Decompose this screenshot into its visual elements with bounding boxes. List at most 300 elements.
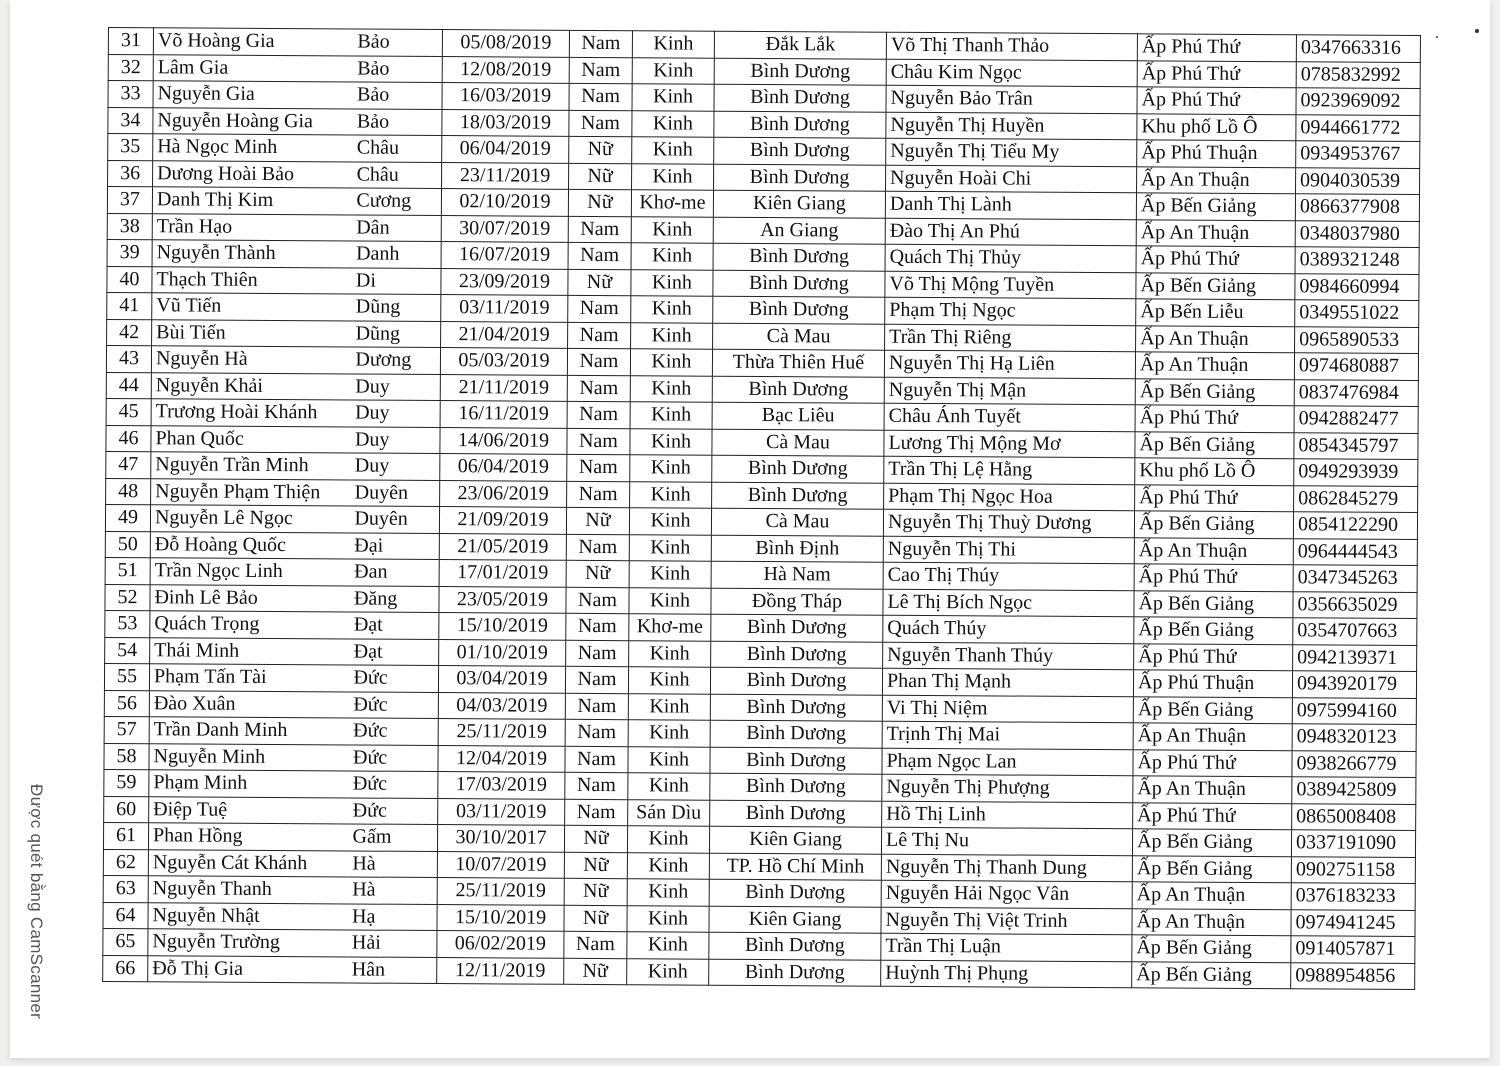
birth-date-cell: 03/04/2019 (438, 666, 565, 693)
ethnicity-cell: Kinh (632, 137, 714, 164)
gender-cell: Nam (567, 428, 630, 455)
address-cell: Ấp Phú Thứ (1137, 34, 1296, 61)
parent-name-cell: Quách Thúy (883, 615, 1134, 643)
given-name-cell: Bảo (353, 108, 442, 135)
scan-speck (1436, 36, 1438, 38)
phone-cell: 0984660994 (1295, 273, 1419, 300)
birthplace-cell: Bình Dương (712, 376, 884, 404)
parent-name-cell: Nguyễn Thị Thi (883, 536, 1134, 564)
birth-date-cell: 06/04/2019 (440, 454, 567, 481)
birth-date-cell: 15/10/2019 (437, 904, 564, 931)
row-number: 34 (108, 107, 153, 134)
phone-cell: 0866377908 (1295, 194, 1419, 221)
parent-name-cell: Danh Thị Lành (885, 191, 1136, 219)
ethnicity-cell: Kinh (630, 375, 712, 402)
address-cell: Ấp Phú Thuận (1137, 140, 1296, 167)
surname-cell: Trần Danh Minh (149, 717, 349, 745)
address-cell: Ấp Bến Giảng (1134, 511, 1293, 538)
given-name-cell: Đức (349, 691, 438, 718)
parent-name-cell: Võ Thị Thanh Thảo (886, 32, 1137, 60)
surname-cell: Đinh Lê Bảo (150, 584, 350, 612)
given-name-cell: Đức (349, 665, 438, 692)
given-name-cell: Hân (348, 956, 437, 983)
parent-name-cell: Nguyễn Thị Hạ Liên (884, 350, 1135, 378)
row-number: 48 (106, 478, 151, 505)
row-number: 33 (108, 81, 153, 108)
address-cell: Ấp Bến Giảng (1136, 272, 1295, 299)
gender-cell: Nam (568, 322, 631, 349)
address-cell: Ấp An Thuận (1137, 166, 1296, 193)
row-number: 36 (108, 160, 153, 187)
gender-cell: Nữ (564, 905, 627, 932)
gender-cell: Nam (569, 110, 632, 137)
birthplace-cell: Cà Mau (712, 429, 884, 457)
surname-cell: Đỗ Thị Gia (148, 955, 348, 983)
address-cell: Ấp Phú Thứ (1137, 60, 1296, 87)
gender-cell: Nữ (564, 852, 627, 879)
gender-cell: Nữ (566, 560, 629, 587)
address-cell: Ấp Phú Thứ (1135, 484, 1294, 511)
row-number: 46 (106, 425, 151, 452)
given-name-cell: Gấm (348, 824, 437, 851)
gender-cell: Nữ (568, 189, 631, 216)
row-number: 56 (104, 690, 149, 717)
address-cell: Ấp An Thuận (1132, 908, 1291, 935)
birth-date-cell: 12/08/2019 (442, 56, 569, 83)
row-number: 32 (108, 54, 153, 81)
address-cell: Ấp Phú Thứ (1133, 802, 1292, 829)
birthplace-cell: Bình Dương (714, 164, 886, 192)
phone-cell: 0965890533 (1295, 326, 1419, 353)
birthplace-cell: Cà Mau (713, 323, 885, 351)
scanned-page (10, 0, 1490, 1058)
birthplace-cell: Bình Dương (712, 482, 884, 510)
row-number: 47 (106, 451, 151, 478)
parent-name-cell: Nguyễn Thị Tiểu My (886, 138, 1137, 166)
parent-name-cell: Châu Ánh Tuyết (884, 403, 1135, 431)
given-name-cell: Duy (351, 426, 440, 453)
address-cell: Ấp An Thuận (1132, 882, 1291, 909)
birth-date-cell: 12/11/2019 (437, 957, 564, 984)
row-number: 49 (105, 504, 150, 531)
surname-cell: Lâm Gia (153, 54, 353, 82)
given-name-cell: Duyên (351, 479, 440, 506)
row-number: 41 (107, 292, 152, 319)
ethnicity-cell: Kinh (630, 481, 712, 508)
ethnicity-cell: Kinh (628, 667, 710, 694)
phone-cell: 0354707663 (1293, 618, 1417, 645)
address-cell: Ấp Bến Giảng (1135, 431, 1294, 458)
surname-cell: Quách Trọng (150, 611, 350, 639)
address-cell: Ấp Phú Thứ (1135, 405, 1294, 432)
given-name-cell: Đức (349, 771, 438, 798)
birthplace-cell: Bình Dương (711, 641, 883, 669)
ethnicity-cell: Kinh (630, 455, 712, 482)
birthplace-cell: Bình Dương (714, 137, 886, 165)
parent-name-cell: Nguyễn Hoài Chi (886, 165, 1137, 193)
address-cell: Ấp An Thuận (1134, 537, 1293, 564)
row-number: 63 (103, 875, 148, 902)
birthplace-cell: Đồng Tháp (711, 588, 883, 616)
phone-cell: 0854122290 (1293, 512, 1417, 539)
birthplace-cell: Hà Nam (711, 561, 883, 589)
parent-name-cell: Trần Thị Luận (881, 933, 1132, 961)
ethnicity-cell: Kinh (629, 640, 711, 667)
phone-cell: 0865008408 (1292, 803, 1416, 830)
birthplace-cell: Bạc Liêu (712, 402, 884, 430)
birthplace-cell: Bình Dương (713, 270, 885, 298)
surname-cell: Phạm Minh (149, 770, 349, 798)
address-cell: Ấp An Thuận (1135, 352, 1294, 379)
birthplace-cell: Bình Dương (714, 111, 886, 139)
phone-cell: 0389425809 (1292, 777, 1416, 804)
phone-cell: 0943920179 (1292, 671, 1416, 698)
parent-name-cell: Nguyễn Thị Việt Trinh (881, 907, 1132, 935)
parent-name-cell: Nguyễn Thị Thuỳ Dương (883, 509, 1134, 537)
gender-cell: Nam (566, 587, 629, 614)
birthplace-cell: Bình Dương (710, 694, 882, 722)
parent-name-cell: Nguyễn Hải Ngọc Vân (881, 880, 1132, 908)
given-name-cell: Dân (352, 214, 441, 241)
gender-cell: Nữ (566, 507, 629, 534)
birth-date-cell: 03/11/2019 (438, 798, 565, 825)
birth-date-cell: 23/11/2019 (442, 162, 569, 189)
given-name-cell: Đan (350, 559, 439, 586)
parent-name-cell: Trần Thị Riêng (885, 324, 1136, 352)
given-name-cell: Duyên (350, 506, 439, 533)
given-name-cell: Hải (348, 930, 437, 957)
birthplace-cell: Bình Dương (710, 720, 882, 748)
ethnicity-cell: Kinh (629, 587, 711, 614)
address-cell: Ấp Phú Thứ (1133, 749, 1292, 776)
row-number: 31 (108, 28, 153, 55)
row-number: 44 (106, 372, 151, 399)
parent-name-cell: Lê Thị Bích Ngọc (883, 589, 1134, 617)
birth-date-cell: 21/04/2019 (441, 321, 568, 348)
birth-date-cell: 25/11/2019 (437, 878, 564, 905)
parent-name-cell: Vi Thị Niệm (882, 695, 1133, 723)
ethnicity-cell: Kinh (630, 428, 712, 455)
parent-name-cell: Phạm Thị Ngọc (885, 297, 1136, 325)
address-cell: Khu phố Lồ Ô (1137, 113, 1296, 140)
birthplace-cell: Bình Dương (714, 58, 886, 86)
surname-cell: Võ Hoàng Gia (153, 28, 353, 56)
ethnicity-cell: Kinh (632, 84, 714, 111)
row-number: 50 (105, 531, 150, 558)
given-name-cell: Châu (353, 161, 442, 188)
birth-date-cell: 17/01/2019 (439, 560, 566, 587)
ethnicity-cell: Kinh (631, 269, 713, 296)
surname-cell: Nguyễn Hoàng Gia (153, 107, 353, 135)
birthplace-cell: An Giang (713, 217, 885, 245)
given-name-cell: Đức (349, 797, 438, 824)
surname-cell: Nguyễn Thành (152, 240, 352, 268)
row-number: 43 (106, 345, 151, 372)
surname-cell: Nguyễn Lê Ngọc (150, 505, 350, 533)
row-number: 57 (104, 716, 149, 743)
gender-cell: Nam (567, 401, 630, 428)
phone-cell: 0348037980 (1295, 220, 1419, 247)
parent-name-cell: Hồ Thị Linh (882, 801, 1133, 829)
phone-cell: 0347345263 (1293, 565, 1417, 592)
row-number: 52 (105, 584, 150, 611)
ethnicity-cell: Kinh (632, 57, 714, 84)
row-number: 65 (103, 928, 148, 955)
parent-name-cell: Phạm Ngọc Lan (882, 748, 1133, 776)
birthplace-cell: Kiên Giang (713, 190, 885, 218)
address-cell: Ấp Phú Thứ (1136, 246, 1295, 273)
row-number: 62 (103, 849, 148, 876)
gender-cell: Nam (565, 772, 628, 799)
phone-cell: 0942139371 (1293, 644, 1417, 671)
address-cell: Ấp Bến Giảng (1132, 829, 1291, 856)
ethnicity-cell: Kinh (627, 905, 709, 932)
birth-date-cell: 23/06/2019 (440, 480, 567, 507)
surname-cell: Đào Xuân (149, 690, 349, 718)
ethnicity-cell: Kinh (632, 163, 714, 190)
gender-cell: Nam (566, 640, 629, 667)
phone-cell: 0964444543 (1293, 538, 1417, 565)
gender-cell: Nữ (568, 269, 631, 296)
given-name-cell: Duy (351, 453, 440, 480)
ethnicity-cell: Kinh (628, 746, 710, 773)
phone-cell: 0974941245 (1291, 909, 1415, 936)
gender-cell: Nam (569, 83, 632, 110)
gender-cell: Nữ (564, 825, 627, 852)
address-cell: Ấp Bến Giảng (1132, 935, 1291, 962)
surname-cell: Hà Ngọc Minh (153, 134, 353, 162)
phone-cell: 0942882477 (1294, 406, 1418, 433)
table-body (103, 28, 1421, 990)
birthplace-cell: TP. Hồ Chí Minh (709, 853, 881, 881)
parent-name-cell: Lương Thị Mộng Mơ (884, 430, 1135, 458)
row-number: 59 (104, 769, 149, 796)
gender-cell: Nữ (569, 136, 632, 163)
parent-name-cell: Trần Thị Lệ Hằng (884, 456, 1135, 484)
phone-cell: 0854345797 (1294, 432, 1418, 459)
birth-date-cell: 06/02/2019 (437, 931, 564, 958)
gender-cell: Nam (569, 57, 632, 84)
parent-name-cell: Phan Thị Mạnh (882, 668, 1133, 696)
gender-cell: Nam (569, 30, 632, 57)
surname-cell: Nguyễn Nhật (148, 902, 348, 930)
address-cell: Ấp Phú Thuận (1133, 670, 1292, 697)
phone-cell: 0949293939 (1294, 459, 1418, 486)
birthplace-cell: Cà Mau (711, 508, 883, 536)
surname-cell: Điệp Tuệ (149, 796, 349, 824)
birthplace-cell: Bình Dương (709, 959, 881, 987)
birth-date-cell: 23/05/2019 (439, 586, 566, 613)
birthplace-cell: Bình Dương (709, 932, 881, 960)
birth-date-cell: 05/03/2019 (440, 348, 567, 375)
row-number: 55 (104, 663, 149, 690)
surname-cell: Nguyễn Thanh (148, 876, 348, 904)
birth-date-cell: 02/10/2019 (441, 189, 568, 216)
gender-cell: Nam (565, 693, 628, 720)
given-name-cell: Duy (351, 373, 440, 400)
row-number: 51 (105, 557, 150, 584)
birthplace-cell: Kiên Giang (709, 826, 881, 854)
given-name-cell: Duy (351, 400, 440, 427)
given-name-cell: Hà (348, 877, 437, 904)
given-name-cell: Bảo (353, 29, 442, 56)
surname-cell: Nguyễn Hà (151, 346, 351, 374)
birth-date-cell: 12/04/2019 (438, 745, 565, 772)
parent-name-cell: Quách Thị Thủy (885, 244, 1136, 272)
row-number: 39 (107, 239, 152, 266)
row-number: 53 (105, 610, 150, 637)
surname-cell: Nguyễn Minh (149, 743, 349, 771)
address-cell: Ấp Bến Giảng (1134, 590, 1293, 617)
surname-cell: Nguyễn Gia (153, 81, 353, 109)
birthplace-cell: Bình Định (711, 535, 883, 563)
parent-name-cell: Đào Thị An Phú (885, 218, 1136, 246)
birth-date-cell: 03/11/2019 (441, 295, 568, 322)
birth-date-cell: 16/11/2019 (440, 401, 567, 428)
ethnicity-cell: Sán Dìu (628, 799, 710, 826)
phone-cell: 0337191090 (1291, 830, 1415, 857)
phone-cell: 0356635029 (1293, 591, 1417, 618)
row-number: 58 (104, 743, 149, 770)
address-cell: Ấp Bến Giảng (1132, 855, 1291, 882)
phone-cell: 0988954856 (1291, 962, 1415, 989)
scan-speck (1475, 29, 1479, 33)
surname-cell: Danh Thị Kim (152, 187, 352, 215)
ethnicity-cell: Kinh (627, 852, 709, 879)
given-name-cell: Châu (353, 135, 442, 162)
ethnicity-cell: Kinh (630, 349, 712, 376)
row-number: 42 (107, 319, 152, 346)
birthplace-cell: Bình Dương (709, 879, 881, 907)
surname-cell: Trần Ngọc Linh (150, 558, 350, 586)
phone-cell: 0862845279 (1294, 485, 1418, 512)
address-cell: Ấp An Thuận (1136, 219, 1295, 246)
birthplace-cell: Thừa Thiên Huế (712, 349, 884, 377)
given-name-cell: Đạt (350, 612, 439, 639)
phone-cell: 0974680887 (1294, 353, 1418, 380)
gender-cell: Nam (568, 242, 631, 269)
given-name-cell: Đức (349, 718, 438, 745)
address-cell: Ấp Bến Giảng (1132, 961, 1291, 988)
phone-cell: 0944661772 (1296, 114, 1420, 141)
birthplace-cell: Kiên Giang (709, 906, 881, 934)
parent-name-cell: Cao Thị Thúy (883, 562, 1134, 590)
row-number: 66 (103, 955, 148, 982)
phone-cell: 0934953767 (1296, 141, 1420, 168)
gender-cell: Nam (565, 746, 628, 773)
gender-cell: Nam (565, 799, 628, 826)
address-cell: Ấp An Thuận (1133, 776, 1292, 803)
ethnicity-cell: Kinh (628, 693, 710, 720)
phone-cell: 0948320123 (1292, 724, 1416, 751)
ethnicity-cell: Kinh (630, 402, 712, 429)
ethnicity-cell: Kinh (627, 879, 709, 906)
birth-date-cell: 10/07/2019 (437, 851, 564, 878)
phone-cell: 0785832992 (1296, 61, 1420, 88)
surname-cell: Trần Hạo (152, 213, 352, 241)
gender-cell: Nam (564, 931, 627, 958)
phone-cell: 0389321248 (1295, 247, 1419, 274)
gender-cell: Nam (565, 719, 628, 746)
row-number: 61 (103, 822, 148, 849)
row-number: 64 (103, 902, 148, 929)
phone-cell: 0923969092 (1296, 88, 1420, 115)
gender-cell: Nam (566, 534, 629, 561)
given-name-cell: Cương (352, 188, 441, 215)
birthplace-cell: Bình Dương (712, 455, 884, 483)
birthplace-cell: Bình Dương (713, 296, 885, 324)
given-name-cell: Đăng (350, 585, 439, 612)
birthplace-cell: Bình Dương (710, 667, 882, 695)
row-number: 37 (107, 187, 152, 214)
parent-name-cell: Nguyễn Thị Thanh Dung (881, 854, 1132, 882)
given-name-cell: Dũng (352, 320, 441, 347)
address-cell: Ấp Bến Giảng (1133, 696, 1292, 723)
birthplace-cell: Bình Dương (710, 800, 882, 828)
parent-name-cell: Nguyễn Thị Phượng (882, 774, 1133, 802)
address-cell: Ấp Phú Thứ (1134, 643, 1293, 670)
ethnicity-cell: Kinh (628, 773, 710, 800)
gender-cell: Nữ (569, 163, 632, 190)
address-cell: Ấp Bến Liễu (1136, 299, 1295, 326)
ethnicity-cell: Kinh (632, 31, 714, 58)
given-name-cell: Đại (350, 532, 439, 559)
phone-cell: 0904030539 (1296, 167, 1420, 194)
birth-date-cell: 06/04/2019 (442, 136, 569, 163)
phone-cell: 0914057871 (1291, 936, 1415, 963)
parent-name-cell: Phạm Thị Ngọc Hoa (884, 483, 1135, 511)
address-cell: Ấp An Thuận (1136, 325, 1295, 352)
given-name-cell: Danh (352, 241, 441, 268)
birth-date-cell: 16/03/2019 (442, 83, 569, 110)
birth-date-cell: 21/09/2019 (439, 507, 566, 534)
gender-cell: Nữ (564, 878, 627, 905)
gender-cell: Nam (567, 481, 630, 508)
surname-cell: Bùi Tiến (152, 319, 352, 347)
given-name-cell: Đức (349, 744, 438, 771)
surname-cell: Phạm Tấn Tài (149, 664, 349, 692)
ethnicity-cell: Khơ-me (629, 614, 711, 641)
birth-date-cell: 01/10/2019 (439, 639, 566, 666)
gender-cell: Nam (565, 666, 628, 693)
address-cell: Ấp Bến Giảng (1135, 378, 1294, 405)
surname-cell: Nguyễn Cát Khánh (148, 849, 348, 877)
row-number: 54 (105, 637, 150, 664)
ethnicity-cell: Kinh (631, 322, 713, 349)
surname-cell: Phan Hồng (148, 823, 348, 851)
birth-date-cell: 21/11/2019 (440, 374, 567, 401)
birth-date-cell: 14/06/2019 (440, 427, 567, 454)
ethnicity-cell: Kinh (632, 110, 714, 137)
row-number: 38 (107, 213, 152, 240)
parent-name-cell: Nguyễn Thị Huyền (886, 112, 1137, 140)
given-name-cell: Bảo (353, 82, 442, 109)
given-name-cell: Dương (351, 347, 440, 374)
ethnicity-cell: Kinh (631, 243, 713, 270)
parent-name-cell: Võ Thị Mộng Tuyền (885, 271, 1136, 299)
parent-name-cell: Trịnh Thị Mai (882, 721, 1133, 749)
birth-date-cell: 18/03/2019 (442, 109, 569, 136)
surname-cell: Trương Hoài Khánh (151, 399, 351, 427)
birthplace-cell: Bình Dương (711, 614, 883, 642)
phone-cell: 0376183233 (1291, 883, 1415, 910)
row-number: 60 (104, 796, 149, 823)
ethnicity-cell: Khơ-me (631, 190, 713, 217)
given-name-cell: Di (352, 267, 441, 294)
birth-date-cell: 30/07/2019 (441, 215, 568, 242)
ethnicity-cell: Kinh (627, 958, 709, 985)
parent-name-cell: Châu Kim Ngọc (886, 59, 1137, 87)
